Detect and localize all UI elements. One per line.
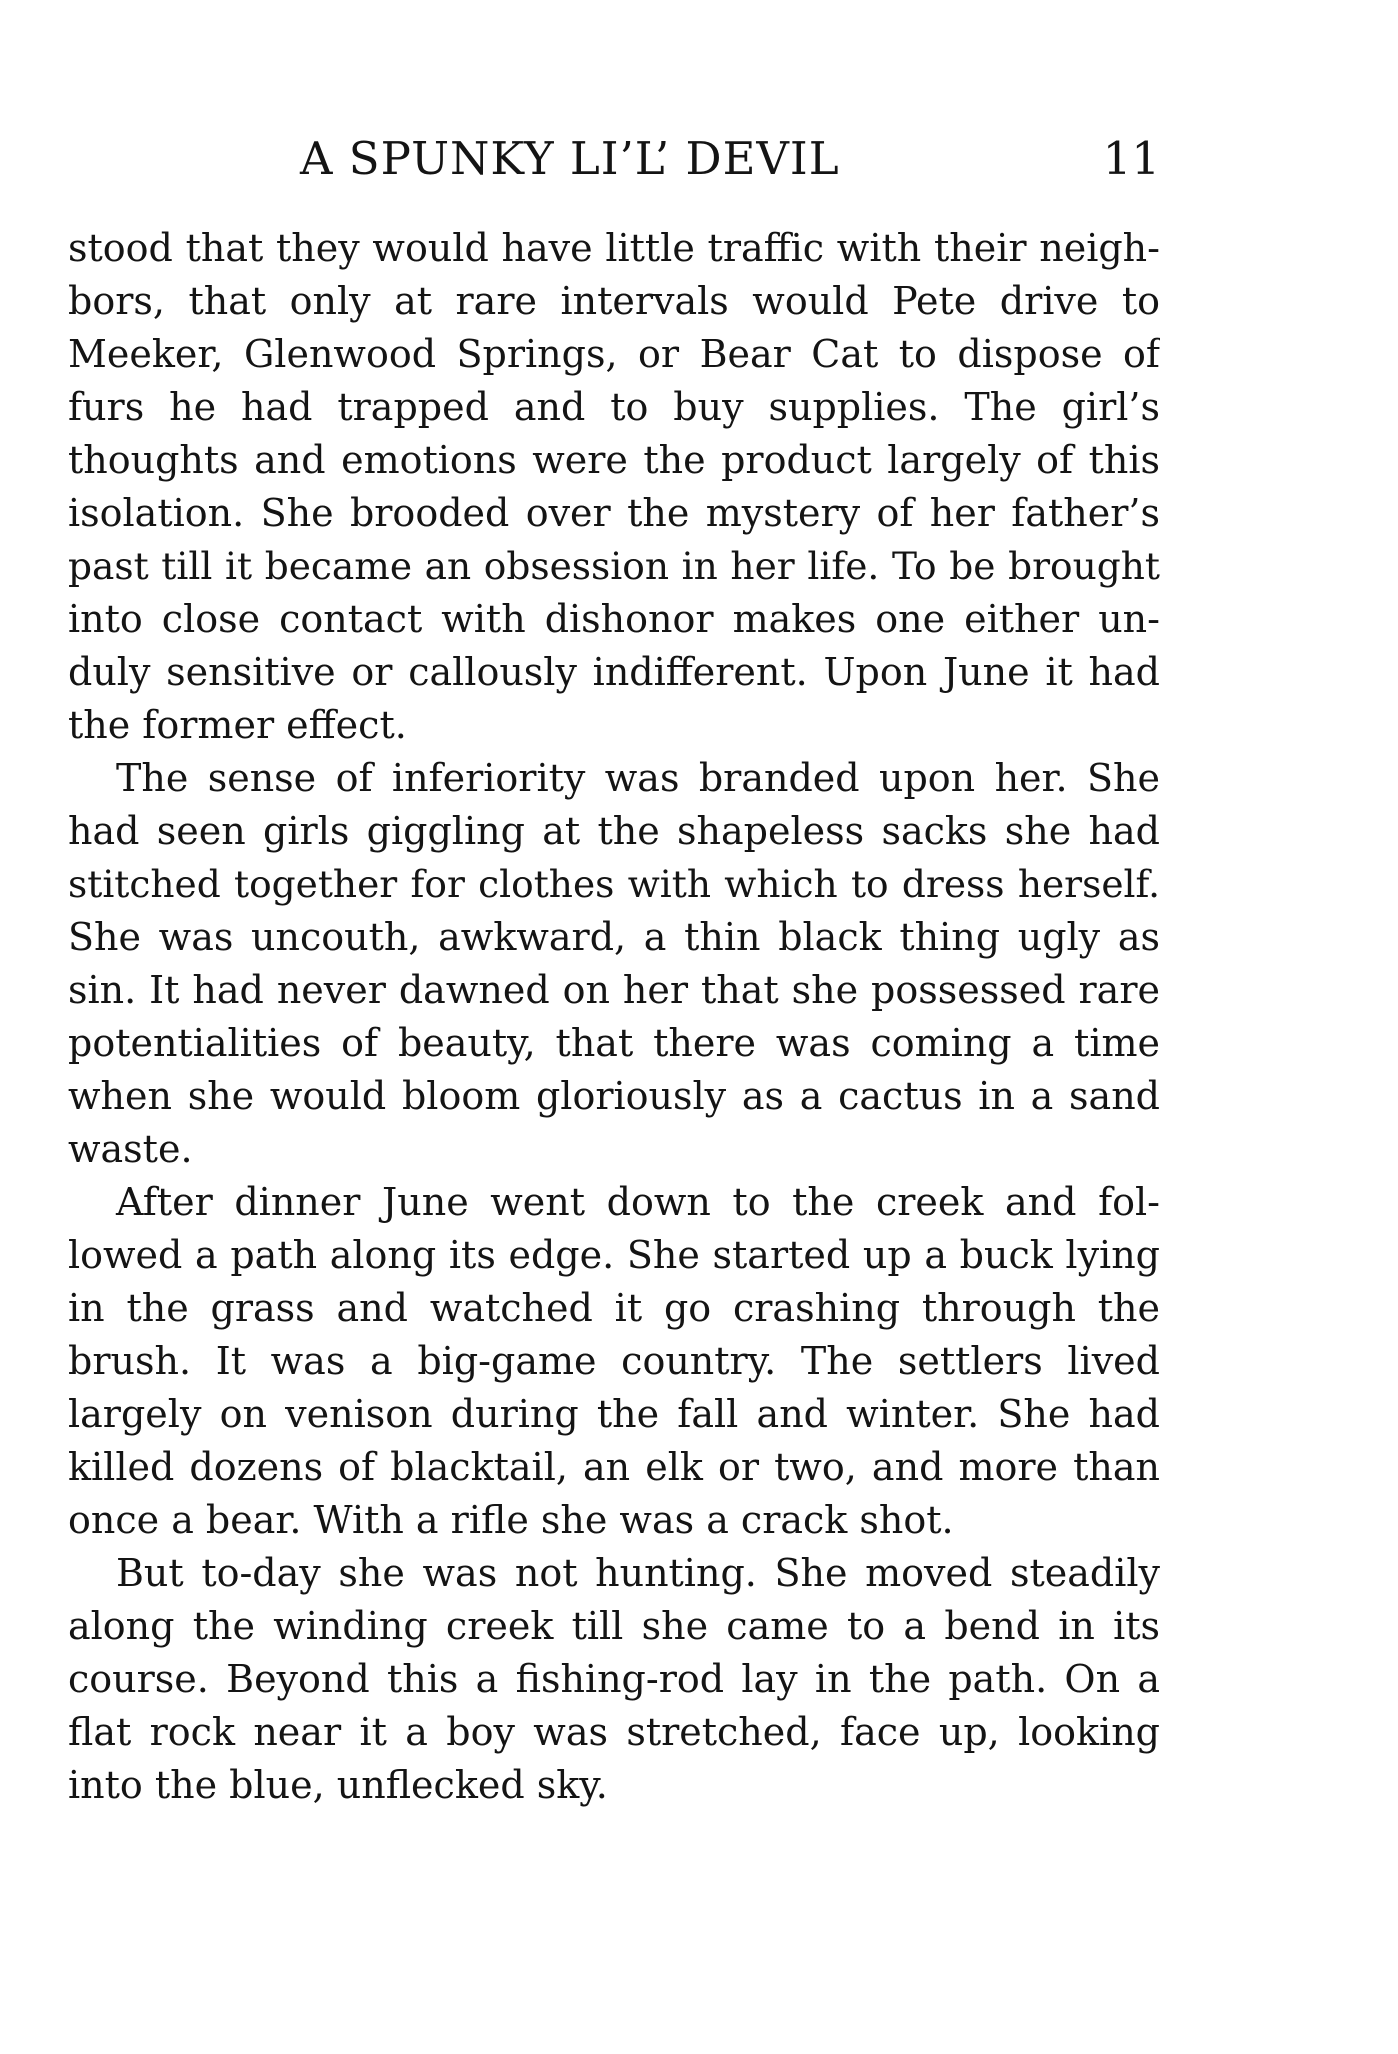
text-line: isolation. She brooded over the mystery of her father’s xyxy=(68,491,1160,535)
text-line: into close contact with dishonor makes one either un- xyxy=(68,597,1160,641)
text-line: waste. xyxy=(68,1127,193,1171)
text-line: largely on venison during the fall and winter. She had xyxy=(68,1392,1160,1436)
text-line: course. Beyond this a fishing-rod lay in the path. On a xyxy=(68,1657,1160,1701)
text-line: brush. It was a big-game country. The settlers lived xyxy=(68,1339,1160,1383)
paragraph-1 xyxy=(68,222,1160,752)
text-line: past till it became an obsession in her life. To be brought xyxy=(68,544,1160,588)
running-title: A SPUNKY LI’L’ DEVIL xyxy=(300,132,840,185)
text-line: The sense of inferiority was branded upon her. She xyxy=(116,756,1160,800)
text-line: But to-day she was not hunting. She moved steadily xyxy=(116,1551,1160,1595)
text-line: in the grass and watched it go crashing through the xyxy=(68,1286,1160,1330)
text-line: the former effect. xyxy=(68,703,407,747)
text-line: lowed a path along its edge. She started up a buck lying xyxy=(68,1233,1160,1277)
text-line: stitched together for clothes with which to dress herself. xyxy=(68,862,1160,906)
text-line: had seen girls giggling at the shapeless sacks she had xyxy=(68,809,1160,853)
text-line: She was uncouth, awkward, a thin black thing ugly as xyxy=(68,915,1160,959)
text-line: into the blue, unflecked sky. xyxy=(68,1763,608,1807)
body-text xyxy=(68,222,1160,1812)
text-line: along the winding creek till she came to a bend in its xyxy=(68,1604,1160,1648)
page-number: 11 xyxy=(1102,132,1160,185)
paragraph-4 xyxy=(68,1547,1160,1812)
text-line: flat rock near it a boy was stretched, face up, looking xyxy=(68,1710,1160,1754)
paragraph-2 xyxy=(68,752,1160,1176)
text-line: thoughts and emotions were the product largely of this xyxy=(68,438,1160,482)
text-line: duly sensitive or callously indifferent. Upon June it had xyxy=(68,650,1160,694)
paragraph-3 xyxy=(68,1176,1160,1547)
text-line: once a bear. With a rifle she was a crack shot. xyxy=(68,1498,954,1542)
text-line: sin. It had never dawned on her that she possessed rare xyxy=(68,968,1160,1012)
text-line: stood that they would have little traffic with their neigh- xyxy=(68,226,1160,270)
text-line: bors, that only at rare intervals would Pete drive to xyxy=(68,279,1160,323)
text-line: After dinner June went down to the creek and fol- xyxy=(116,1180,1160,1224)
running-head xyxy=(68,132,1160,202)
text-line: when she would bloom gloriously as a cactus in a sand xyxy=(68,1074,1160,1118)
text-line: Meeker, Glenwood Springs, or Bear Cat to dispose of xyxy=(68,332,1160,376)
text-line: potentialities of beauty, that there was coming a time xyxy=(68,1021,1160,1065)
text-line: killed dozens of blacktail, an elk or two, and more than xyxy=(68,1445,1160,1489)
text-line: furs he had trapped and to buy supplies. The girl’s xyxy=(68,385,1160,429)
